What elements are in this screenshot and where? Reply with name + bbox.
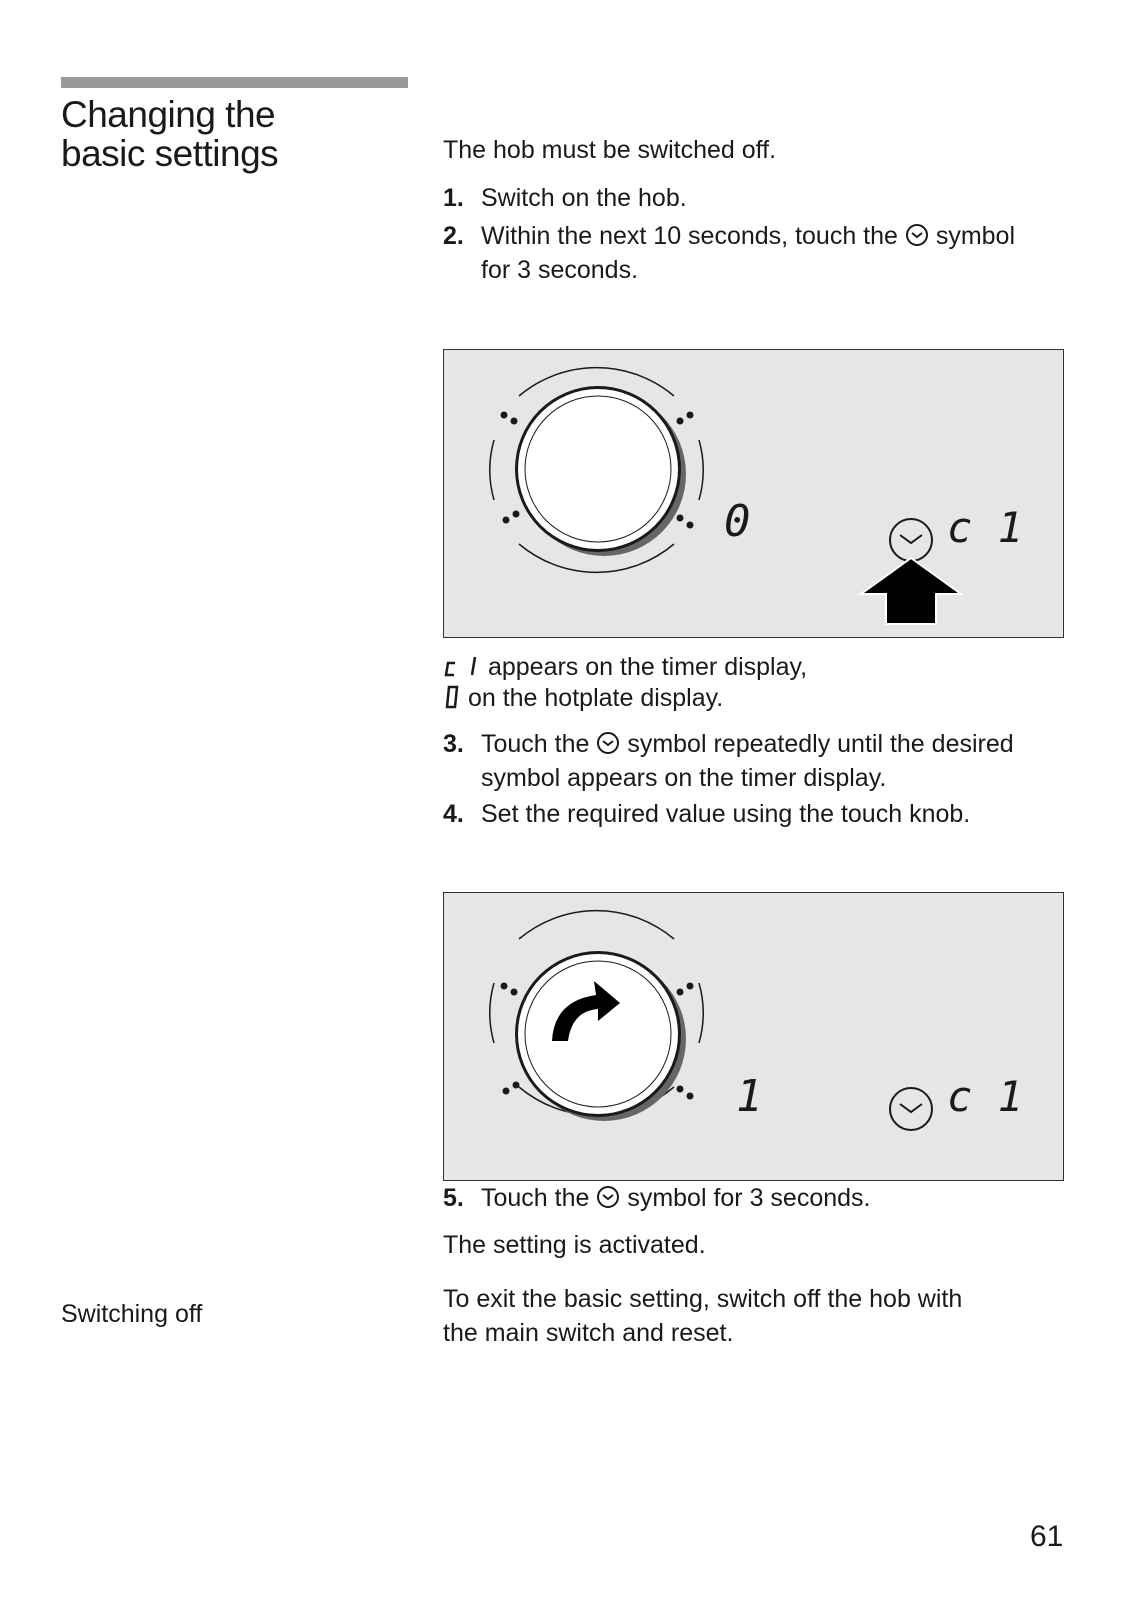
hotplate-display: 1 bbox=[736, 1071, 763, 1122]
step-text: Switch on the hob. bbox=[481, 184, 687, 212]
title-line-1: Changing the bbox=[61, 94, 276, 135]
step-text-part: symbol repeatedly until the desired bbox=[627, 730, 1014, 758]
timer-display: c 1 bbox=[947, 503, 1023, 552]
step-text-part: Touch the bbox=[481, 1184, 590, 1212]
precondition-text: The hob must be switched off. bbox=[443, 136, 777, 164]
step-text-part: symbol for 3 seconds. bbox=[627, 1184, 871, 1212]
result-text: on the hotplate display. bbox=[467, 684, 724, 712]
step-text bbox=[481, 727, 1081, 795]
step-text-part: Touch the bbox=[481, 730, 590, 758]
clock-icon bbox=[596, 731, 620, 755]
result-text: appears on the timer display, bbox=[487, 653, 808, 681]
switch-off-line: To exit the basic setting, switch off the hob with bbox=[443, 1285, 963, 1313]
section-subheading: Switching off bbox=[61, 1300, 203, 1328]
hotplate-display: 0 bbox=[724, 496, 751, 547]
step-text bbox=[481, 219, 1081, 287]
step-number: 1. bbox=[443, 184, 464, 212]
step-number: 2. bbox=[443, 222, 464, 250]
hob-control-illustration bbox=[444, 893, 1065, 1182]
c1-display-icon bbox=[443, 653, 481, 679]
header-rule bbox=[61, 77, 408, 88]
step-number: 5. bbox=[443, 1184, 464, 1212]
step-number: 3. bbox=[443, 730, 464, 758]
step-text-part: Within the next 10 seconds, touch the bbox=[481, 222, 898, 250]
result-line-1 bbox=[443, 650, 1083, 684]
step-text bbox=[481, 1181, 1081, 1215]
control-panel-figure-1 bbox=[443, 349, 1064, 638]
step-text-part: symbol appears on the timer display. bbox=[481, 764, 887, 792]
page-title bbox=[61, 95, 401, 173]
clock-icon bbox=[905, 223, 929, 247]
step-number: 4. bbox=[443, 800, 464, 828]
zero-display-icon bbox=[443, 684, 461, 710]
control-panel-figure-2 bbox=[443, 892, 1064, 1181]
result-line-2 bbox=[443, 681, 1083, 715]
activated-text: The setting is activated. bbox=[443, 1231, 706, 1259]
hob-control-illustration bbox=[444, 350, 1065, 639]
step-text: Set the required value using the touch knob. bbox=[481, 800, 971, 828]
step-text-part: for 3 seconds. bbox=[481, 256, 639, 284]
clock-icon bbox=[596, 1185, 620, 1209]
switch-off-text bbox=[443, 1282, 1083, 1350]
title-line-2: basic settings bbox=[61, 133, 279, 174]
step-text-part: symbol bbox=[935, 222, 1016, 250]
page-number: 61 bbox=[1030, 1520, 1064, 1553]
timer-display: c 1 bbox=[947, 1072, 1023, 1121]
switch-off-line: the main switch and reset. bbox=[443, 1319, 734, 1347]
